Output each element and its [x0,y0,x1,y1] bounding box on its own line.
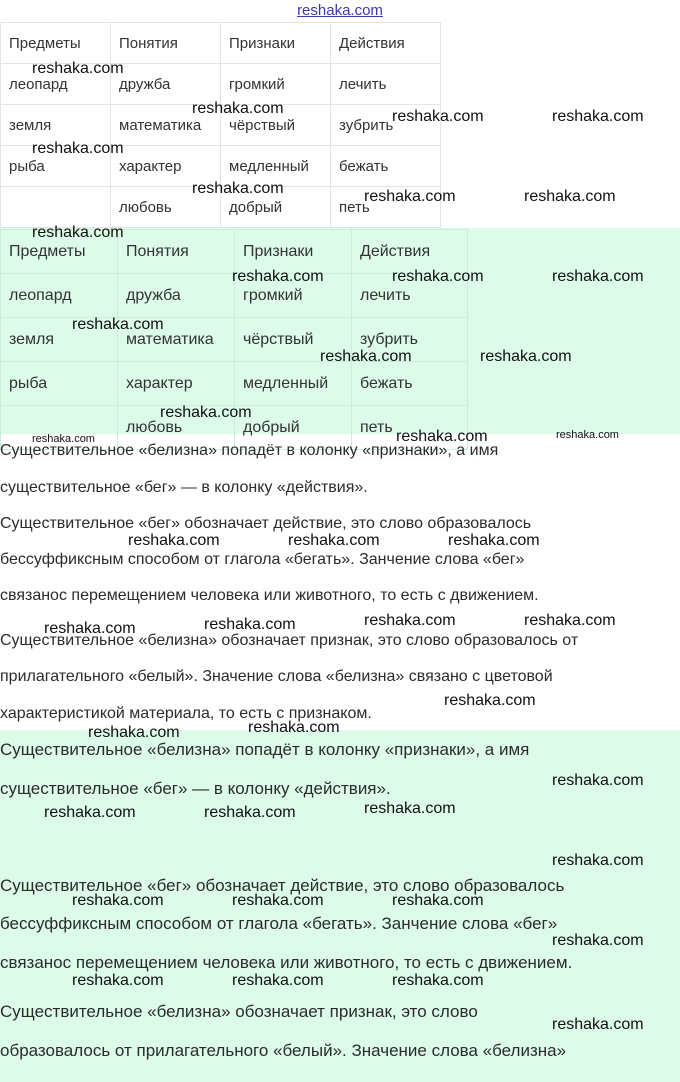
watermark: reshaka.com [552,772,644,789]
table-cell: любовь [111,187,221,228]
table-cell: громкий [235,274,352,318]
watermark: reshaka.com [320,348,412,365]
table-cell: громкий [221,64,331,105]
table-cell: характер [111,146,221,187]
watermark: reshaka.com [192,180,284,197]
table-cell: рыба [1,146,111,187]
watermark: reshaka.com [72,892,164,909]
table-cell: дружба [118,274,235,318]
table-cell: математика [111,105,221,146]
table-header-cell: Предметы [1,230,118,274]
table-cell: зубрить [331,105,441,146]
answer-line: характеристикой материала, то есть с признаком. [0,705,372,722]
answer-line: бессуффиксным способом от глагола «бегать». Занчение слова «бег» [0,551,525,568]
watermark: reshaka.com [524,612,616,629]
answer-line: Существительное «белизна» попадёт в колонку «признаки», а имя [0,740,530,759]
answer-line: образовалось от прилагательного «белый». Значение слова «белизна» [0,1041,567,1060]
watermark: reshaka.com [556,429,619,441]
table-cell: любовь [118,406,235,450]
watermark: reshaka.com [444,692,536,709]
table-header-cell: Предметы [1,23,111,64]
table-cell: чёрствый [221,105,331,146]
watermark: reshaka.com [448,532,540,549]
answer-line: Существительное «бег» обозначает действие, это слово образовалось [0,876,565,895]
watermark: reshaka.com [392,108,484,125]
answer-line: связанос перемещением человека или животного, то есть с движением. [0,953,573,972]
watermark: reshaka.com [32,60,124,77]
table-cell: характер [118,362,235,406]
table-cell: бежать [352,362,468,406]
watermark: reshaka.com [552,108,644,125]
answer-line: Существительное «бег» обозначает действие, это слово образовалось [0,515,532,532]
answer-line: бессуффиксным способом от глагола «бегать». Занчение слова «бег» [0,914,558,933]
table-header-cell: Понятия [111,23,221,64]
table-cell: медленный [221,146,331,187]
table-header-cell: Действия [331,23,441,64]
watermark: reshaka.com [160,404,252,421]
answer-line: связанос перемещением человека или животного, то есть с движением. [0,587,539,604]
answer-line: существительное «бег» — в колонку «действия». [0,779,391,798]
watermark: reshaka.com [248,719,340,736]
watermark: reshaka.com [524,188,616,205]
table-cell: петь [331,187,441,228]
watermark: reshaka.com [392,268,484,285]
watermark: reshaka.com [392,892,484,909]
table-header-row [1,23,441,64]
answer-line: прилагательного «белый». Значение слова «белизна» связано с цветовой [0,668,553,685]
watermark: reshaka.com [552,1016,644,1033]
watermark: reshaka.com [32,433,95,445]
table-header-cell: Признаки [235,230,352,274]
watermark: reshaka.com [88,724,180,741]
watermark: reshaka.com [44,804,136,821]
watermark: reshaka.com [72,316,164,333]
watermark: reshaka.com [552,852,644,869]
answer-line: Существительное «белизна» попадёт в колонку «признаки», а имя [0,442,499,459]
watermark: reshaka.com [232,972,324,989]
table-cell: математика [118,318,235,362]
table-cell: добрый [221,187,331,228]
watermark: reshaka.com [192,100,284,117]
watermark: reshaka.com [32,224,124,241]
site-header-link[interactable]: reshaka.com [297,2,383,19]
watermark: reshaka.com [204,616,296,633]
watermark: reshaka.com [364,800,456,817]
table-cell: леопард [1,64,111,105]
watermark: reshaka.com [72,972,164,989]
answer-line: существительное «бег» — в колонку «действия». [0,479,368,496]
table-cell: рыба [1,362,118,406]
table-cell [1,187,111,228]
table-header-cell: Действия [352,230,468,274]
watermark: reshaka.com [480,348,572,365]
watermark: reshaka.com [232,268,324,285]
table-cell: зубрить [352,318,468,362]
table-header-cell: Признаки [221,23,331,64]
answer-line: Существительное «белизна» обозначает признак, это слово образовалось от [0,632,579,649]
table-cell: лечить [352,274,468,318]
answer-line: Существительное «белизна» обозначает признак, это слово [0,1002,478,1021]
watermark: reshaka.com [128,532,220,549]
table-cell: земля [1,318,118,362]
watermark: reshaka.com [364,188,456,205]
watermark: reshaka.com [232,892,324,909]
table-header-cell: Понятия [118,230,235,274]
table-cell: леопард [1,274,118,318]
watermark: reshaka.com [364,612,456,629]
watermark: reshaka.com [552,268,644,285]
watermark: reshaka.com [552,932,644,949]
table-cell: лечить [331,64,441,105]
table-cell: чёрствый [235,318,352,362]
watermark: reshaka.com [44,620,136,637]
watermark: reshaka.com [396,428,488,445]
table-cell: дружба [111,64,221,105]
table-row [1,362,468,406]
table-cell: бежать [331,146,441,187]
table-cell: петь [352,406,468,450]
table-cell: медленный [235,362,352,406]
watermark: reshaka.com [288,532,380,549]
table-cell: добрый [235,406,352,450]
table-cell: земля [1,105,111,146]
watermark: reshaka.com [204,804,296,821]
watermark: reshaka.com [392,972,484,989]
watermark: reshaka.com [32,140,124,157]
